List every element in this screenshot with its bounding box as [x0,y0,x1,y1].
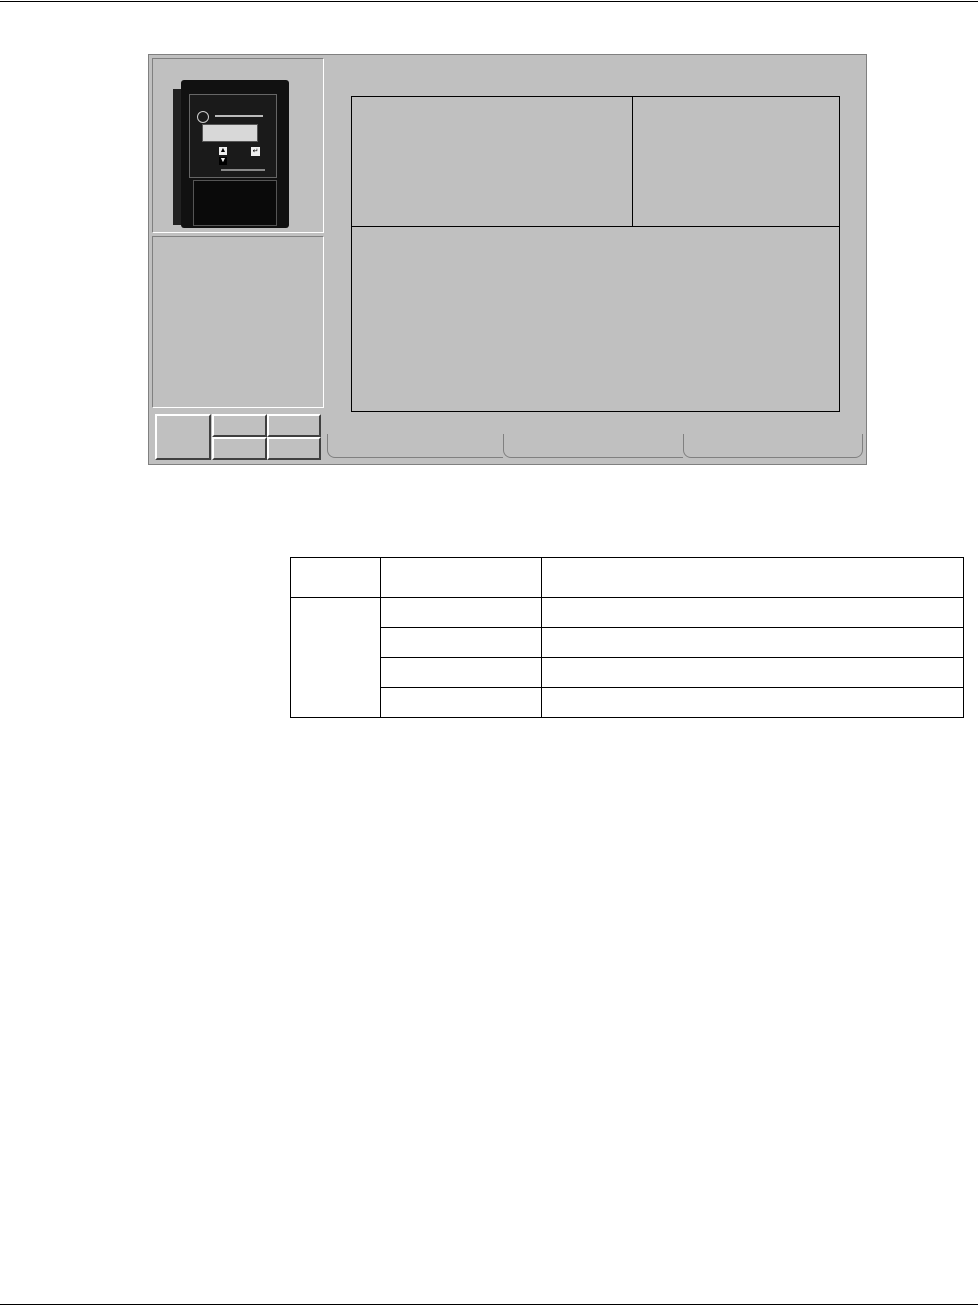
top-rule [0,1,978,2]
trend-button[interactable] [212,414,267,437]
device-down-arrow-icon: ▼ [219,157,227,164]
table-row [291,598,964,628]
table-cell [381,558,542,598]
box-divider [632,97,633,226]
table-cell [291,558,381,598]
table-cell [381,688,542,718]
device-label-line [221,169,265,171]
device-logo-icon [197,111,209,123]
metering-panel [327,58,863,459]
table-cell [542,598,964,628]
tab-alternate-metering[interactable] [503,434,683,458]
table-cell [381,658,542,688]
device-up-arrow-icon: ▲ [219,147,227,154]
table-row [291,658,964,688]
help-button[interactable] [267,414,321,437]
empty-table [290,557,964,718]
bottom-rule [0,1304,978,1305]
table-cell [381,598,542,628]
device-display [202,124,258,142]
power-values-box [351,96,840,227]
table-cell [381,628,542,658]
device-enter-icon: ↵ [252,148,259,155]
table-cell [542,658,964,688]
device-image [152,58,324,233]
table-row [291,558,964,598]
exit-button[interactable] [267,437,321,460]
event-logger-button[interactable] [155,414,211,460]
device-info-panel [152,236,324,408]
table-cell [542,558,964,598]
table-row [291,688,964,718]
wave-button [212,437,267,460]
measurements-box [351,226,840,412]
device-brand-line [215,115,263,117]
table-cell [291,598,381,718]
table-cell [542,688,964,718]
table-cell [542,628,964,658]
device-lower-housing [193,180,277,226]
metering-window [148,54,867,465]
tab-setup[interactable] [683,434,863,458]
tab-bar [327,434,863,460]
tab-normal-metering[interactable] [327,434,503,458]
table-row [291,628,964,658]
